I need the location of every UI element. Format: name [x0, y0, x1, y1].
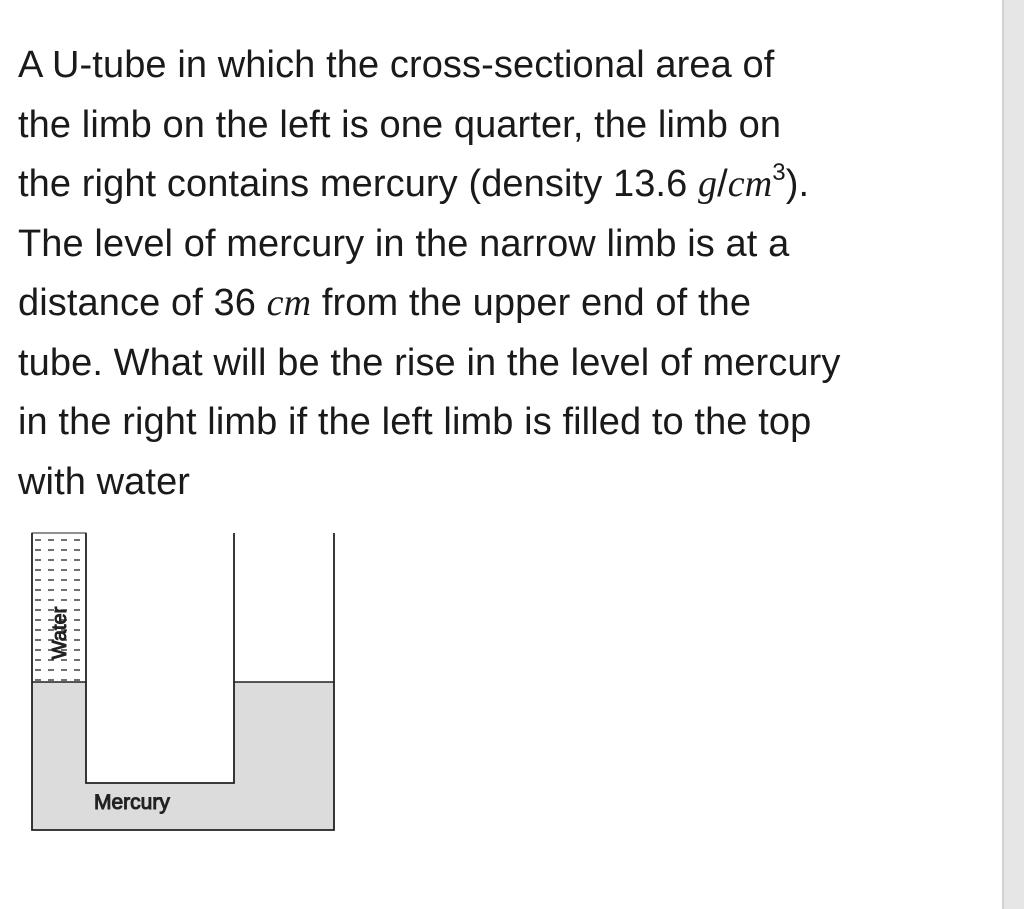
question-text	[18, 36, 993, 512]
unit-centimeter: cm	[727, 163, 773, 205]
u-tube-inner-wall	[86, 533, 234, 783]
u-tube-diagram	[20, 525, 350, 840]
question-line: the limb on the left is one quarter, the limb on	[18, 103, 782, 146]
question-line: tube. What will be the rise in the level of mercury	[18, 341, 841, 384]
question-text-segment: the right contains mercury (density 13.6	[18, 163, 698, 205]
question-line: The level of mercury in the narrow limb is at a	[18, 222, 790, 265]
unit-centimeter: cm	[266, 282, 312, 324]
mercury-fill	[32, 682, 334, 830]
question-text-segment: from the upper end of the	[311, 282, 752, 324]
mercury-label: Mercury	[94, 791, 170, 814]
unit-exponent: 3	[772, 159, 786, 187]
question-text-segment: distance of 36	[18, 282, 267, 324]
question-line: A U-tube in which the cross-sectional area of	[18, 44, 775, 86]
unit-gram: g	[697, 163, 718, 205]
water-label: Water	[49, 606, 71, 660]
scrollbar-track[interactable]	[1002, 0, 1024, 909]
question-line: in the right limb if the left limb is filled to the top	[18, 401, 812, 443]
question-text-segment: ).	[785, 163, 810, 205]
question-line	[18, 274, 993, 334]
question-line	[18, 155, 993, 215]
unit-slash: /	[717, 163, 728, 205]
question-line: with water	[18, 460, 191, 503]
